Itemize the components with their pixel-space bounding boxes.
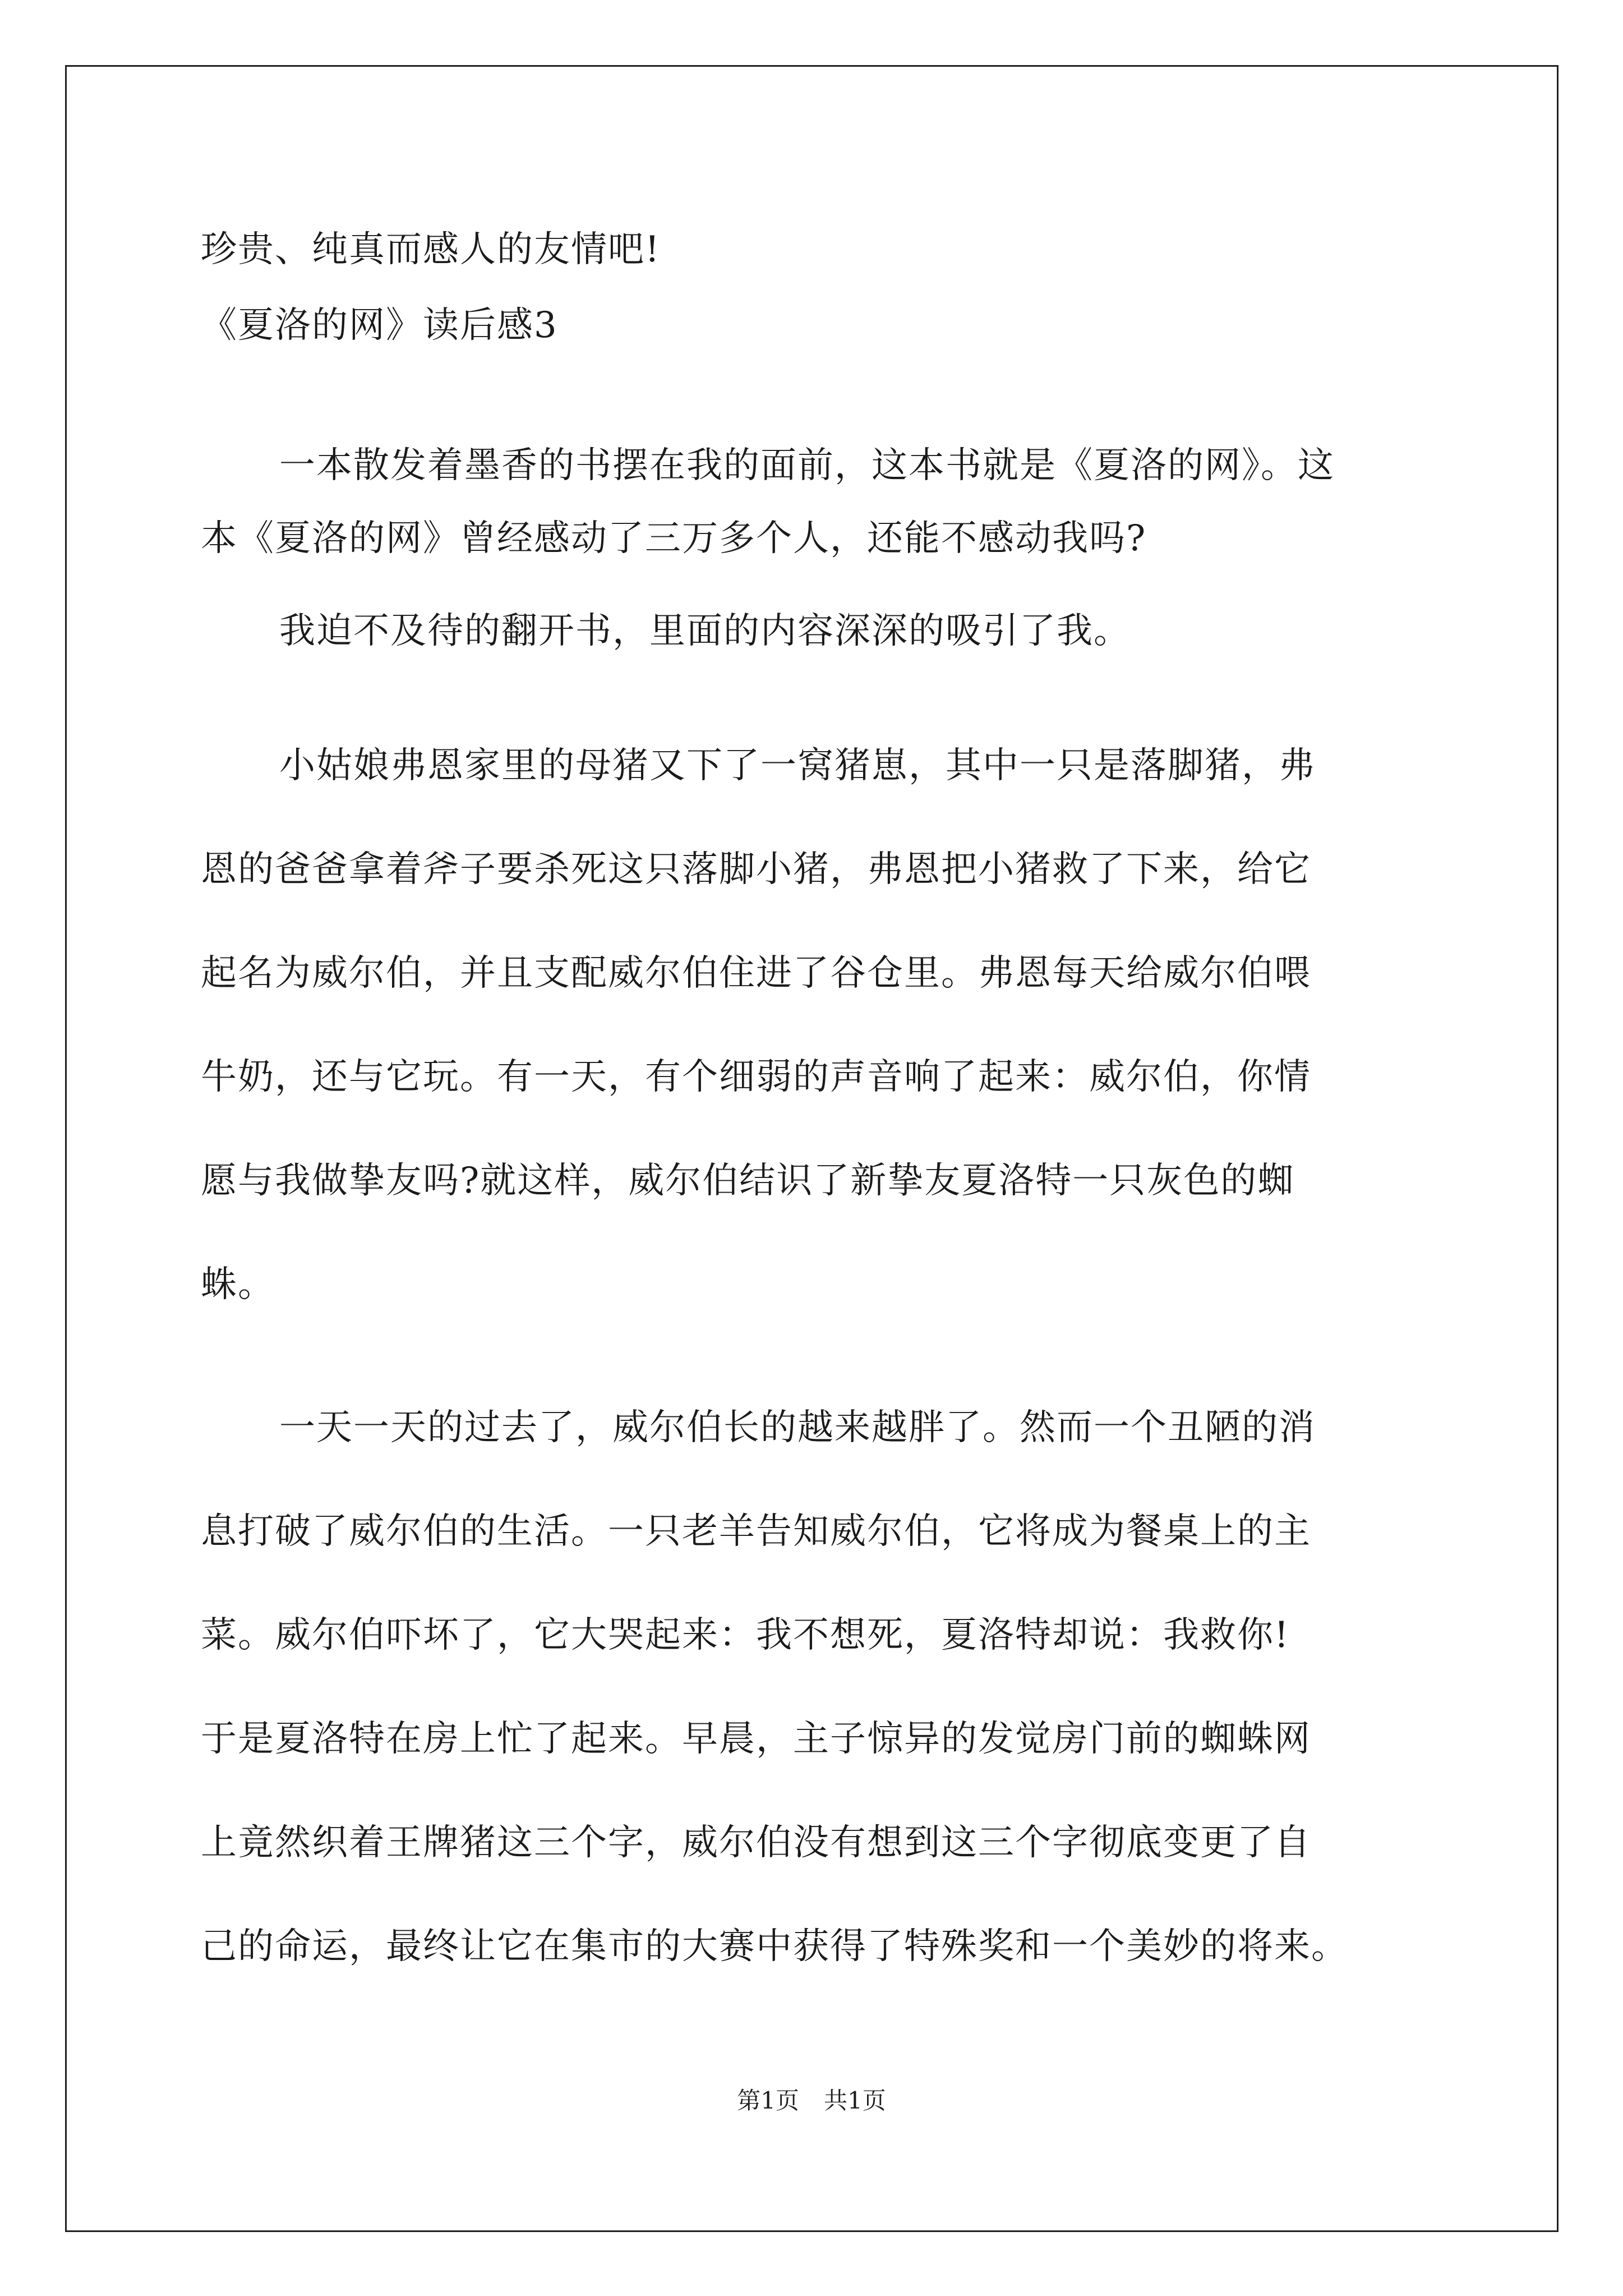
text-line: 恩的爸爸拿着斧子要杀死这只落脚小猪，弗恩把小猪救了下来，给它 bbox=[201, 849, 1311, 890]
essay-heading: 《夏洛的网》读后感3 bbox=[201, 305, 558, 346]
text-line-paragraph-3: 小姑娘弗恩家里的母猪又下了一窝猪崽，其中一只是落脚猪，弗 bbox=[279, 745, 1316, 786]
text-line: 起名为威尔伯，并且支配威尔伯住进了谷仓里。弗恩每天给威尔伯喂 bbox=[201, 953, 1311, 994]
page-total: 共1页 bbox=[824, 2087, 886, 2114]
text-line-paragraph-2: 我迫不及待的翻开书，里面的内容深深的吸引了我。 bbox=[279, 610, 1131, 652]
page-number: 第1页 bbox=[737, 2087, 799, 2114]
text-line: 牛奶，还与它玩。有一天，有个细弱的声音响了起来：威尔伯，你情 bbox=[201, 1056, 1311, 1098]
text-line: 息打破了威尔伯的生活。一只老羊告知威尔伯，它将成为餐桌上的主 bbox=[201, 1511, 1311, 1552]
text-line: 本《夏洛的网》曾经感动了三万多个人，还能不感动我吗? bbox=[201, 518, 1147, 559]
text-line: 愿与我做挚友吗?就这样，威尔伯结识了新挚友夏洛特一只灰色的蜘 bbox=[201, 1160, 1295, 1202]
text-line: 于是夏洛特在房上忙了起来。早晨，主子惊异的发觉房门前的蜘蛛网 bbox=[201, 1718, 1311, 1760]
text-line: 上竟然织着王牌猪这三个字，威尔伯没有想到这三个字彻底变更了自 bbox=[201, 1822, 1311, 1864]
text-line: 蛛。 bbox=[201, 1264, 275, 1305]
page-border bbox=[65, 65, 1559, 2232]
text-line-paragraph-4: 一天一天的过去了，威尔伯长的越来越胖了。然而一个丑陋的消 bbox=[279, 1407, 1316, 1448]
text-line-paragraph-1: 一本散发着墨香的书摆在我的面前，这本书就是《夏洛的网》。这 bbox=[279, 445, 1335, 486]
text-line: 己的命运，最终让它在集市的大赛中获得了特殊奖和一个美妙的将来。 bbox=[201, 1926, 1348, 1967]
text-line: 菜。威尔伯吓坏了，它大哭起来：我不想死，夏洛特却说：我救你! bbox=[201, 1614, 1290, 1656]
text-line-continuation: 珍贵、纯真而感人的友情吧! bbox=[201, 229, 661, 270]
page-footer bbox=[0, 2084, 1623, 2118]
